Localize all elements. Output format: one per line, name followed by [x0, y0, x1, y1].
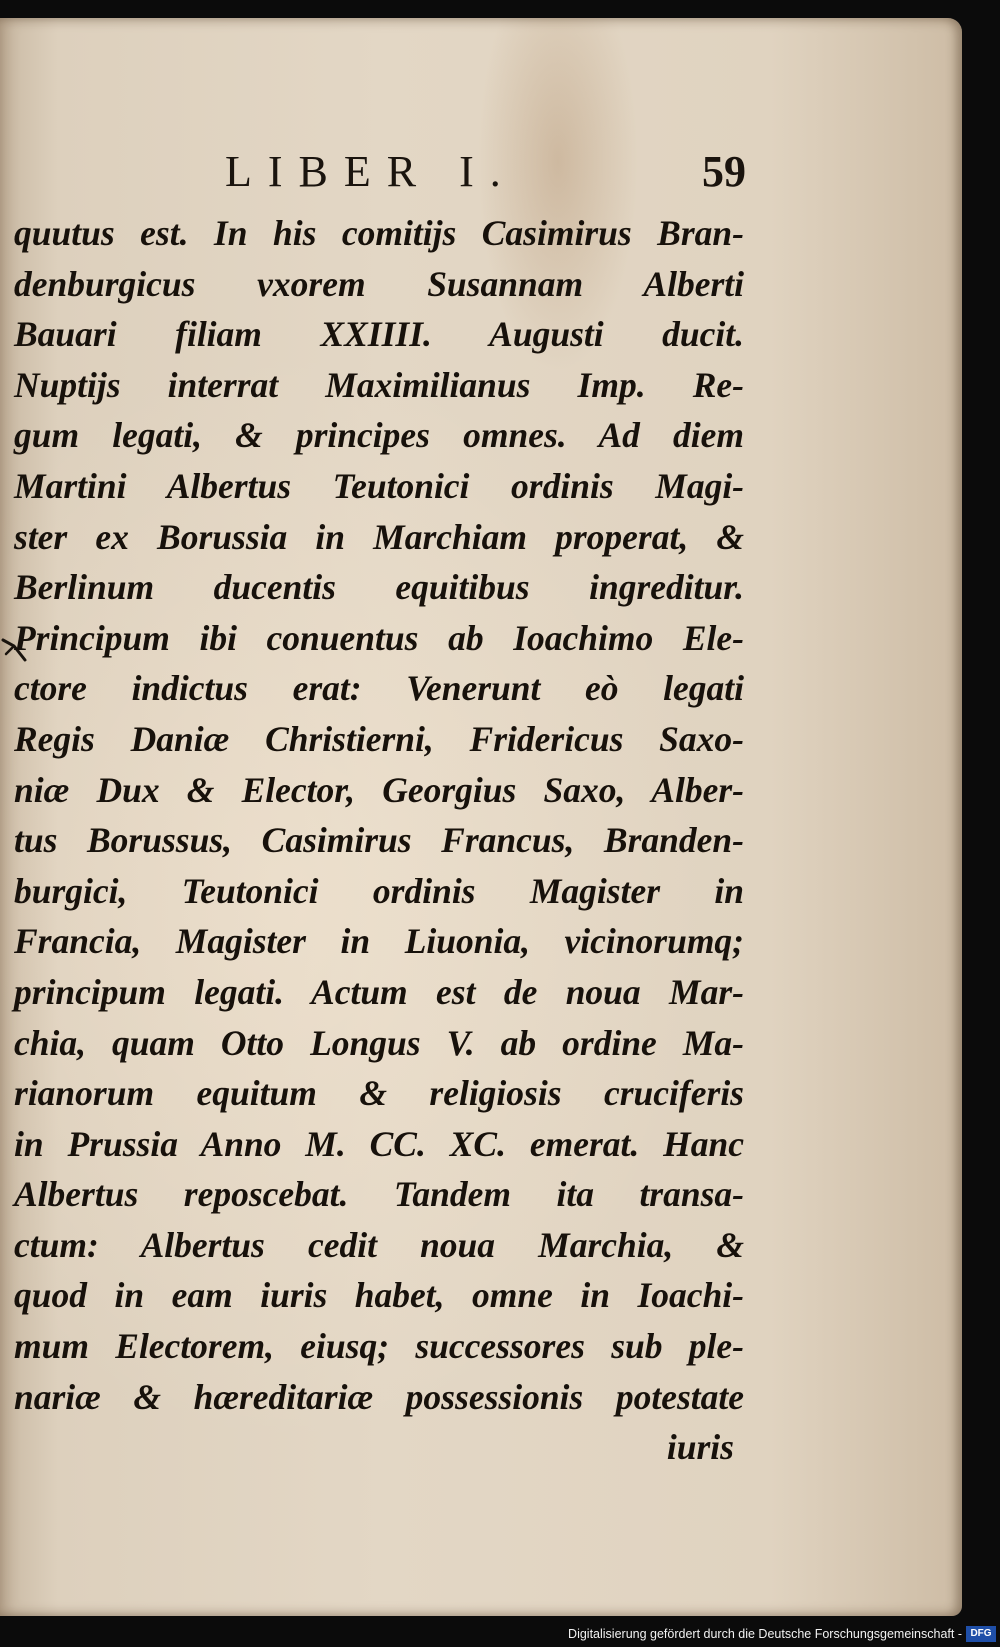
text-line: Nuptijs interrat Maximilianus Imp. Re- [14, 364, 744, 405]
text-line: tus Borussus, Casimirus Francus, Branden- [14, 820, 744, 861]
text-line: Principum ibi conuentus ab Ioachimo Ele- [14, 617, 744, 658]
text-line: chia, quam Otto Longus V. ab ordine Ma- [14, 1022, 744, 1063]
text-line: ctum: Albertus cedit noua Marchia, & [14, 1224, 744, 1265]
text-line: iuris [666, 1427, 734, 1468]
text-line: ster ex Borussia in Marchiam properat, & [14, 516, 744, 557]
text-line: principum legati. Actum est de noua Mar- [14, 971, 744, 1012]
text-line: niæ Dux & Elector, Georgius Saxo, Alber- [14, 769, 744, 810]
book-page [0, 18, 962, 1616]
text-line: in Prussia Anno M. CC. XC. emerat. Hanc [14, 1123, 744, 1164]
text-line: Bauari filiam XXIIII. Augusti ducit. [14, 314, 744, 355]
text-line: mum Electorem, eiusq; successores sub ple- [14, 1326, 744, 1367]
text-line: rianorum equitum & religiosis cruciferis [14, 1073, 744, 1114]
credit-bar [0, 1617, 1000, 1647]
text-line: nariæ & hæreditariæ possessionis potestate [14, 1376, 744, 1417]
text-line: Francia, Magister in Liuonia, vicinorumq; [14, 921, 744, 962]
text-line: ctore indictus erat: Venerunt eò legati [14, 668, 744, 709]
text-line: Regis Daniæ Christierni, Fridericus Saxo- [14, 718, 744, 759]
text-line: quutus est. In his comitijs Casimirus Bran- [14, 213, 744, 253]
text-line: quod in eam iuris habet, omne in Ioachi- [14, 1275, 744, 1316]
text-line: denburgicus vxorem Susannam Alberti [14, 263, 744, 304]
text-line: burgici, Teutonici ordinis Magister in [14, 870, 744, 911]
text-line: Berlinum ducentis equitibus ingreditur. [14, 567, 744, 608]
text-line: Martini Albertus Teutonici ordinis Magi- [14, 465, 744, 506]
page-header [0, 146, 962, 206]
body-text [14, 208, 744, 1473]
page-number: 59 [702, 147, 746, 196]
running-head: LIBER I. [225, 147, 517, 196]
dfg-logo: DFG [966, 1626, 996, 1642]
digitization-credit: Digitalisierung gefördert durch die Deutsche Forschungsgemeinschaft - [568, 1627, 962, 1641]
text-line: gum legati, & principes omnes. Ad diem [14, 415, 744, 456]
text-line: Albertus reposcebat. Tandem ita transa- [14, 1174, 744, 1215]
